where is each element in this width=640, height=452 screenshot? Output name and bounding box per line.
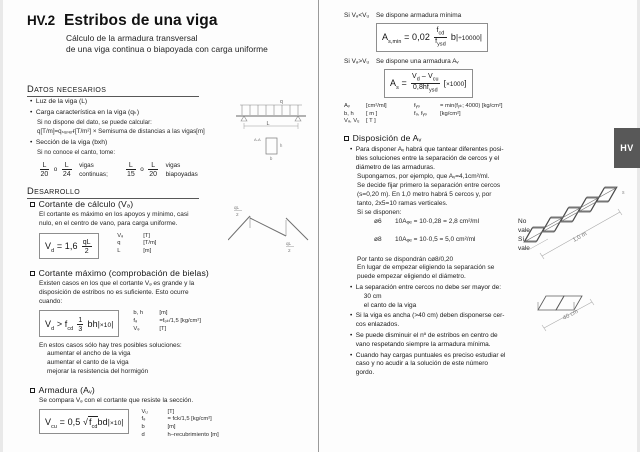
cortante-maximo-para-3: cuando:: [39, 297, 63, 305]
legend-key: Vₔ: [133, 325, 140, 332]
ratio-2: [62, 162, 72, 178]
rule-sub: el canto de la viga: [363, 301, 417, 309]
stirrups-spacing-label: s: [622, 190, 625, 196]
shear-right-label: qL: [286, 241, 292, 246]
right-page: [322, 0, 640, 452]
legend-value: =fₔₖ/1,5 [kg/cm²]: [159, 317, 201, 324]
span-label: L: [266, 121, 270, 127]
intro-line-2: bles soluciones entre la separación de cercos y el: [355, 154, 500, 162]
case-armadura-minima: [344, 12, 554, 52]
square-bullet-icon: [344, 136, 349, 141]
rule-text: [356, 312, 505, 330]
example-line: tanto, 2x5=10 ramas verticales.: [357, 199, 448, 207]
datos-list: [30, 97, 208, 179]
carga-sub-line-1: Si no dispone del dato, se puede calcular:: [37, 119, 152, 127]
options-block: [350, 218, 534, 253]
load-label: q: [280, 99, 283, 105]
cortante-maximo-para-1: Existen casos en los que el cortante Vₔ es grande y la: [39, 280, 195, 287]
ratio-or-1: o: [53, 166, 58, 174]
rule-line: gordo.: [355, 369, 375, 377]
legend-value: [T]: [143, 232, 150, 239]
ratio-3: [126, 162, 136, 178]
cortante-maximo-para-2: disposición de estribos no es suficiente. Esto ocurre: [39, 288, 189, 296]
option-diameter: ø8: [374, 235, 382, 243]
legend-value: = fck/1,5 [kg/cm²]: [167, 416, 212, 423]
bullet-dot: •: [350, 312, 353, 320]
page-subtitle: [66, 33, 297, 56]
section-datos-necesarios: [27, 84, 199, 97]
ratio-2-num: L: [64, 161, 69, 169]
legend-key: Aᵥ: [344, 103, 350, 109]
option-row: [374, 218, 534, 236]
ratio-1: [40, 162, 50, 178]
cortante-maximo-formula-row: [30, 310, 216, 336]
block-armadura: [30, 385, 220, 439]
case-armadura-calculada: [344, 58, 559, 98]
rule-text: [356, 284, 501, 310]
armadura-title: Armadura (Aᵥ): [38, 385, 95, 395]
legend-cortante-calculo: [117, 233, 156, 256]
legend-row: [133, 310, 201, 318]
legend-row: [344, 103, 574, 111]
conclusion-block: [350, 256, 534, 282]
conclusion-line: puede empezar eligiendo el diámetro.: [357, 273, 466, 281]
legend-row: [133, 326, 201, 334]
formula-box-cortante-calculo: [39, 233, 99, 259]
formula-fraction: [434, 27, 447, 49]
case-min-formula-wrap: [344, 23, 554, 52]
option-verdict: No vale: [518, 218, 530, 235]
ratio-4: [148, 162, 158, 178]
example-line: Se decide fijar primero la separación entre cercos: [357, 182, 501, 190]
legend-value: [T]: [167, 408, 175, 415]
formula-armadura-calculada: $A_s$ = $\frac{V_d - V_{cu}}{0,8hf_{ysd}}$ [×1000]: [390, 72, 467, 94]
case-min-header: [344, 12, 554, 19]
formula-fraction: [411, 73, 440, 95]
list-item: [350, 284, 534, 310]
side-tab-label: HV: [620, 143, 634, 153]
bullet-dot: •: [30, 109, 33, 117]
fraction-denominator: 2: [82, 246, 92, 255]
legend-key-2: fᵧₔ: [414, 103, 420, 109]
legend-key: b: [141, 423, 145, 430]
bullet-dot: •: [30, 98, 33, 105]
shear-diagram-svg: [228, 196, 312, 258]
legend-key: fₔ: [141, 416, 146, 423]
rule-sub: 30 cm: [363, 292, 382, 300]
b-label: b: [270, 156, 273, 161]
stirrups-length-label: 1,0 m: [572, 231, 589, 244]
ratio-label-biapoyadas: vigas biapoyadas: [165, 161, 198, 178]
solutions-block: [30, 342, 216, 377]
conclusion-line: En lugar de empezar eligiendo la separación se: [357, 264, 495, 272]
subtitle-line-2: de una viga continua o biapoyada con carga uniforme: [66, 44, 268, 55]
datos-item-seccion: Sección de la viga (bxh): [35, 139, 108, 146]
fraction-numerator: 1: [78, 316, 83, 324]
right-legend-table: [344, 103, 574, 126]
list-item: [350, 332, 534, 350]
ratio-2-den: 24: [62, 170, 71, 178]
left-page: [0, 0, 318, 452]
fraction-numerator: qL: [82, 238, 91, 246]
legend-value: [ m ]: [366, 110, 378, 117]
rules-block: [350, 284, 534, 378]
fraction-denominator: $f_{ysd}$: [435, 38, 446, 48]
ratio-1-den: 20: [40, 170, 49, 178]
subsection-header: [30, 199, 210, 209]
legend-key: b, h: [133, 310, 144, 317]
rule-text: [356, 332, 498, 350]
legend-row: [117, 240, 156, 248]
rule-text: [356, 352, 506, 378]
formula-box-armadura: [39, 409, 129, 435]
legend-armadura: [141, 409, 218, 439]
datos-item-luz: Luz de la viga (L): [35, 98, 88, 105]
svg-text:2: 2: [236, 212, 239, 217]
formula-fraction: [82, 239, 92, 255]
fraction-numerator: $f_{cd}$: [436, 26, 445, 36]
example-line: Si se disponen:: [357, 208, 402, 216]
legend-value-2: [kg/cm²]: [440, 110, 461, 117]
legend-value-2: = min(fᵧₖ; 4000) [kg/cm²]: [440, 103, 503, 109]
subsection-header: [344, 133, 534, 143]
option-diameter: ø6: [374, 218, 382, 226]
block-cortante-maximo: [30, 268, 216, 377]
rule-line: caso y no acudir a la solución de este número: [355, 360, 489, 368]
section-desarrollo-heading: Desarrollo: [27, 186, 81, 196]
legend-row: [141, 424, 218, 432]
section-code: HV.2: [27, 13, 55, 28]
formula-box-cortante-maximo: [39, 310, 119, 336]
formula-cortante-calculo: $V_d = 1,6$ $\frac{qL}{2}$: [45, 238, 91, 255]
bullet-dot: •: [350, 283, 353, 291]
legend-key: q: [117, 240, 121, 247]
ratio-4-den: 20: [149, 170, 158, 178]
legend-value: [T/m]: [143, 240, 157, 247]
legend-row: [141, 409, 218, 417]
seccion-sub-line: Si no conoce el canto, tome:: [37, 149, 116, 157]
cortante-calculo-para: [30, 211, 210, 229]
legend-key: Vₔ: [117, 232, 124, 239]
disposicion-body: [344, 146, 534, 378]
list-item: [30, 138, 208, 147]
diagram-beam-loading: [232, 96, 310, 162]
formula-armadura: $V_{cu} = 0,5$ $√f_{cd}bd|\times 10|$: [45, 417, 124, 431]
solution-item: aumentar el ancho de la viga: [47, 350, 131, 358]
ratio-row: [30, 161, 208, 179]
ratio-label-continuas: vigas continuas;: [79, 161, 108, 178]
list-item: [350, 352, 534, 378]
bullet-dot: •: [350, 146, 353, 153]
fraction-numerator: $V_d - V_{cu}$: [411, 72, 439, 82]
legend-row: [117, 248, 156, 256]
legend-value: [m]: [159, 310, 168, 317]
intro-line-1: Para disponer Aᵥ habrá que tantear diferentes posi-: [355, 146, 504, 153]
section-cut-label: A-A: [254, 137, 261, 142]
beam-loading-svg: [232, 96, 310, 162]
example-block: [350, 173, 534, 217]
spread-gutter: [318, 0, 319, 452]
formula-armadura-minima: $A_{s,min} = 0,02$ $\frac{f_{cd}}{f_{ysd}}$ b|÷10000|: [382, 26, 482, 48]
legend-value: [cm²/ml]: [366, 103, 387, 109]
subtitle-line-1: Cálculo de la armadura transversal: [66, 33, 198, 43]
armadura-para: Se compara Vₔ con el cortante que resiste la sección.: [39, 397, 194, 404]
formula-fraction: [77, 317, 83, 333]
square-bullet-icon: [30, 271, 35, 276]
case-calc-text: Se dispone una armadura Aᵥ: [375, 58, 459, 65]
section-datos-heading: Datos necesarios: [27, 84, 107, 94]
subsection-header: [30, 385, 220, 395]
cortante-calculo-para-2: nulo, en el centro de vano, para carga uniforme.: [39, 219, 178, 227]
option-row: [374, 236, 534, 254]
legend-row: [141, 416, 218, 424]
side-tab-hv[interactable]: [614, 128, 640, 168]
legend-value: [m]: [143, 247, 152, 254]
ratio-1-num: L: [42, 161, 47, 169]
legend-key: d: [141, 431, 145, 438]
legend-key-2: [414, 118, 440, 126]
diagram-shear-force: [228, 196, 312, 258]
section-disposicion: [344, 133, 534, 378]
stirrups-3d-svg: [512, 170, 638, 278]
h-label: h: [280, 143, 283, 148]
bullet-dot: •: [350, 331, 353, 339]
legend-value: [T]: [159, 325, 167, 332]
svg-text:2: 2: [288, 248, 291, 253]
rule-line: vano respetando siempre la armadura mínima.: [355, 340, 491, 348]
page-title: Estribos de una viga: [63, 12, 218, 29]
fraction-denominator: $0,8hf_{ysd}$: [412, 84, 438, 94]
bullet-dot: •: [350, 351, 353, 359]
legend-key: fₔ: [133, 317, 138, 324]
ratio-3-den: 15: [126, 170, 135, 178]
legend-value-2: [440, 118, 574, 126]
case-calc-formula-wrap: [344, 69, 559, 98]
shear-left-label: qL: [234, 205, 240, 210]
legend-row: [344, 118, 574, 126]
section-desarrollo: [27, 186, 199, 199]
legend-cortante-maximo: [133, 310, 201, 333]
case-calc-condition: Si Vₔ>Vᵤ: [344, 58, 369, 65]
legend-key: Vₔ, Vᵤ: [344, 118, 360, 125]
wide-beam-svg: [518, 276, 634, 358]
datos-item-carga: Carga característica en la viga (qₖ): [35, 109, 140, 117]
option-verdict: Sí vale: [518, 235, 530, 252]
subsection-header: [30, 268, 216, 278]
square-bullet-icon: [30, 388, 35, 393]
list-item: [30, 97, 208, 106]
legend-value: [ T ]: [366, 118, 376, 125]
carga-sub-line-2: q[T/m]=qₛᵤₚₑᵣғ[T/m²] × Semisuma de distancias a las vigas[m]: [37, 127, 205, 135]
diagram-stirrups-3d: [512, 170, 638, 278]
legend-value: h–recubrimiento [m]: [167, 431, 219, 438]
list-item: [30, 108, 208, 117]
armadura-formula-row: [30, 409, 220, 439]
example-line: Supongamos, por ejemplo, que Aᵥ=4,1cm²/ml.: [357, 173, 490, 181]
case-min-text: Se dispone armadura mínima: [375, 12, 462, 19]
ratio-4-num: L: [151, 161, 156, 169]
rule-line: La separación entre cercos no debe ser mayor de:: [355, 283, 502, 291]
intro-line-3: diámetro de las armaduras.: [355, 163, 435, 171]
legend-key-2: fₔ, fᵧₔ: [414, 110, 427, 117]
legend-key: Vᵤ: [141, 408, 148, 415]
ratio-or-2: o: [140, 166, 144, 174]
solution-item: aumentar el canto de la viga: [47, 359, 129, 367]
cortante-calculo-formula-row: [30, 233, 210, 259]
formula-cortante-maximo: $V_d > f_{cd}$ $\frac{1}{3}$ bh|×10|: [45, 316, 114, 333]
disposicion-heading: Disposición de Aᵥ: [352, 133, 422, 143]
list-item: [350, 312, 534, 330]
solutions-intro: En estos casos sólo hay tres posibles soluciones:: [39, 341, 182, 349]
case-calc-header: [344, 58, 559, 65]
rule-line: cos enlazados.: [355, 321, 400, 329]
cortante-calculo-title: Cortante de cálculo (Vₔ): [38, 199, 134, 209]
cortante-calculo-para-1: El cortante es máximo en los apoyos y mínimo, casi: [39, 211, 189, 218]
page-header: [27, 12, 297, 56]
diagram-wide-beam-3d: [518, 276, 634, 358]
bullet-dot: •: [30, 139, 33, 146]
formula-box-armadura-calculada: [384, 69, 473, 98]
legend-row: [141, 432, 218, 440]
legend-key: b, h: [344, 110, 354, 117]
formula-box-armadura-minima: [376, 23, 488, 52]
square-bullet-icon: [30, 202, 35, 207]
list-item: [350, 146, 534, 172]
case-min-condition: Si Vₔ<Vᵤ: [344, 12, 369, 19]
legend-row: [344, 111, 574, 119]
cortante-maximo-para: [30, 280, 216, 306]
legend-value: [m]: [167, 423, 176, 430]
option-calc: 10Aᵩₑ = 10·0,28 = 2,8 cm²/ml: [395, 218, 480, 226]
cortante-maximo-title: Cortante máximo (comprobación de bielas): [38, 268, 209, 278]
rule-line: Si la viga es ancha (>40 cm) deben disponerse cer-: [355, 312, 505, 320]
legend-key: L: [117, 247, 121, 254]
disposicion-intro: [356, 146, 504, 172]
wide-beam-width-label: 40 cm: [562, 308, 580, 322]
conclusion-line: Por tanto se dispondrán cø8/0,20: [357, 255, 454, 263]
rule-line: Se puede disminuir el nº de estribos en centro de: [355, 331, 498, 339]
fraction-denominator: 3: [78, 325, 83, 333]
legend-row: [133, 318, 201, 326]
block-cortante-calculo: [30, 199, 210, 259]
legend-row: [117, 233, 156, 241]
rule-line: Cuando hay cargas puntuales es preciso estudiar el: [355, 351, 506, 359]
ratio-3-num: L: [128, 161, 133, 169]
option-calc: 10Aᵩₑ = 10·0,5 = 5,0 cm²/ml: [395, 235, 476, 243]
example-line: (s=0,20 m). En 1,0 metro habrá 5 cercos y, por: [357, 190, 492, 198]
solution-item: mejorar la resistencia del hormigón: [47, 367, 149, 375]
